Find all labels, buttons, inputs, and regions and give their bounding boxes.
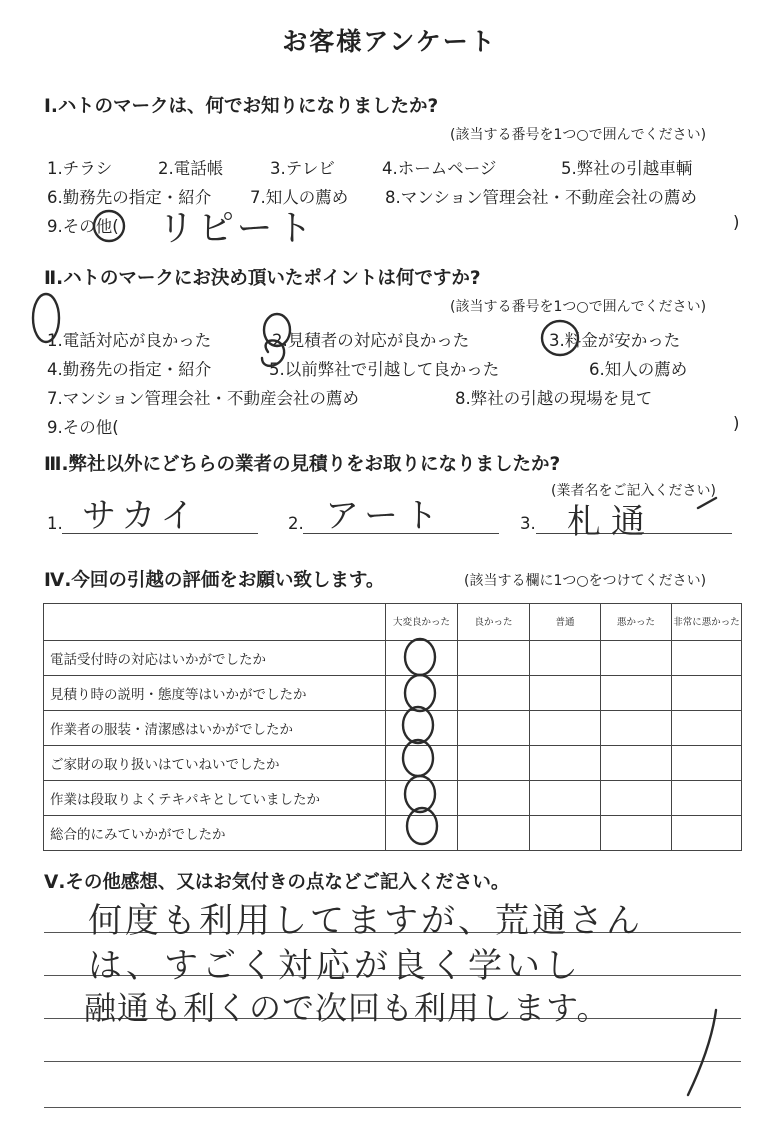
section1-note: (該当する番号を1つ○で囲んでください) — [450, 127, 707, 143]
rating-cell[interactable] — [672, 781, 742, 816]
s3-label-2: 2. — [288, 514, 304, 533]
rating-header-blank — [44, 604, 386, 641]
s2-option-6[interactable]: 6.知人の薦め — [589, 360, 688, 379]
table-row — [44, 746, 742, 781]
s1-option-6[interactable]: 6.勤務先の指定・紹介 — [47, 188, 212, 207]
s2-option-2[interactable]: 2.見積者の対応が良かった — [272, 331, 470, 350]
form-title: お客様アンケート — [282, 27, 497, 56]
col-excellent: 大変良かった — [386, 604, 458, 641]
comment-tail-stroke — [688, 1010, 716, 1095]
rating-cell[interactable] — [601, 641, 672, 676]
rating-cell[interactable] — [458, 746, 530, 781]
s1-option-2[interactable]: 2.電話帳 — [158, 159, 224, 178]
s2-option-1[interactable]: 1.電話対応が良かった — [47, 331, 212, 350]
comment-line-3[interactable]: 融通も利くので次回も利用します。 — [84, 989, 610, 1027]
s1-option-4[interactable]: 4.ホームページ — [382, 159, 497, 178]
s1-option-7[interactable]: 7.知人の薦め — [250, 188, 349, 207]
s2-option-9[interactable]: 9.その他( — [47, 418, 119, 437]
s3-answer-3[interactable]: 札通 — [567, 502, 655, 542]
s3-label-3: 3. — [520, 514, 536, 533]
s1-close-paren: ) — [733, 213, 740, 232]
rating-cell[interactable] — [386, 711, 458, 746]
rating-cell[interactable] — [458, 711, 530, 746]
rating-header-row — [44, 604, 742, 641]
s2-option-3[interactable]: 3.料金が安かった — [549, 331, 681, 350]
rating-table — [43, 603, 742, 851]
col-very-bad: 非常に悪かった — [672, 604, 742, 641]
table-row — [44, 781, 742, 816]
rating-cell[interactable] — [601, 711, 672, 746]
rating-cell[interactable] — [601, 781, 672, 816]
rating-cell[interactable] — [530, 816, 601, 851]
question-1: 電話受付時の対応はいかがでしたか — [44, 641, 386, 676]
rating-cell[interactable] — [386, 641, 458, 676]
comment-line — [44, 1107, 741, 1108]
section2-heading: Ⅱ.ハトのマークにお決め頂いたポイントは何ですか? — [44, 268, 481, 289]
comment-line-2[interactable]: は、すごく対応が良く学いし — [88, 946, 582, 986]
col-good: 良かった — [458, 604, 530, 641]
rating-cell[interactable] — [601, 746, 672, 781]
comment-line — [44, 1061, 741, 1062]
rating-cell[interactable] — [672, 816, 742, 851]
section5-heading: Ⅴ.その他感想、又はお気付きの点などご記入ください。 — [44, 872, 510, 893]
s1-option-5[interactable]: 5.弊社の引越車輌 — [561, 159, 693, 178]
rating-cell[interactable] — [672, 676, 742, 711]
rating-cell[interactable] — [530, 641, 601, 676]
s2-option-5[interactable]: 5.以前弊社で引越して良かった — [269, 360, 500, 379]
table-row — [44, 641, 742, 676]
s1-option-3[interactable]: 3.テレビ — [270, 159, 335, 178]
rating-cell[interactable] — [386, 676, 458, 711]
section3-heading: Ⅲ.弊社以外にどちらの業者の見積りをお取りになりましたか? — [44, 454, 561, 475]
rating-cell[interactable] — [386, 816, 458, 851]
question-6: 総合的にみていかがでしたか — [44, 816, 386, 851]
rating-cell[interactable] — [386, 781, 458, 816]
question-3: 作業者の服装・清潔感はいかがでしたか — [44, 711, 386, 746]
comment-line-1[interactable]: 何度も利用してますが、荒通さん — [88, 901, 643, 941]
table-row — [44, 816, 742, 851]
section3-note: (業者名をご記入ください) — [551, 483, 716, 499]
s1-option-1[interactable]: 1.チラシ — [47, 159, 113, 178]
rating-cell[interactable] — [672, 746, 742, 781]
s1-option-9[interactable]: 9.その他( — [47, 217, 119, 236]
rating-cell[interactable] — [458, 816, 530, 851]
s2-close-paren: ) — [733, 414, 740, 433]
s3-label-1: 1. — [47, 514, 63, 533]
section1-heading: Ⅰ.ハトのマークは、何でお知りになりましたか? — [44, 96, 439, 117]
table-row — [44, 711, 742, 746]
rating-cell[interactable] — [458, 641, 530, 676]
s1-other-answer[interactable]: リピート — [158, 208, 317, 249]
question-5: 作業は段取りよくテキパキとしていましたか — [44, 781, 386, 816]
question-2: 見積り時の説明・態度等はいかがでしたか — [44, 676, 386, 711]
rating-cell[interactable] — [601, 676, 672, 711]
rating-cell[interactable] — [530, 711, 601, 746]
table-row — [44, 676, 742, 711]
question-4: ご家財の取り扱いはていねいでしたか — [44, 746, 386, 781]
s3-answer-1[interactable]: サカイ — [82, 496, 201, 536]
col-average: 普通 — [530, 604, 601, 641]
rating-cell[interactable] — [386, 746, 458, 781]
s3-answer-2[interactable]: アート — [325, 496, 444, 536]
rating-cell[interactable] — [530, 781, 601, 816]
s1-option-8[interactable]: 8.マンション管理会社・不動産会社の薦め — [385, 188, 698, 207]
s2-option-7[interactable]: 7.マンション管理会社・不動産会社の薦め — [47, 389, 360, 408]
rating-cell[interactable] — [672, 641, 742, 676]
rating-cell[interactable] — [601, 816, 672, 851]
rating-cell[interactable] — [672, 711, 742, 746]
col-bad: 悪かった — [601, 604, 672, 641]
rating-cell[interactable] — [530, 746, 601, 781]
rating-cell[interactable] — [530, 676, 601, 711]
s2-option-4[interactable]: 4.勤務先の指定・紹介 — [47, 360, 212, 379]
rating-cell[interactable] — [458, 676, 530, 711]
section2-note: (該当する番号を1つ○で囲んでください) — [450, 299, 707, 315]
section4-heading: Ⅳ.今回の引越の評価をお願い致します。 — [44, 570, 385, 591]
section4-note: (該当する欄に1つ○をつけてください) — [464, 573, 707, 589]
rating-cell[interactable] — [458, 781, 530, 816]
s2-option-8[interactable]: 8.弊社の引越の現場を見て — [455, 389, 653, 408]
